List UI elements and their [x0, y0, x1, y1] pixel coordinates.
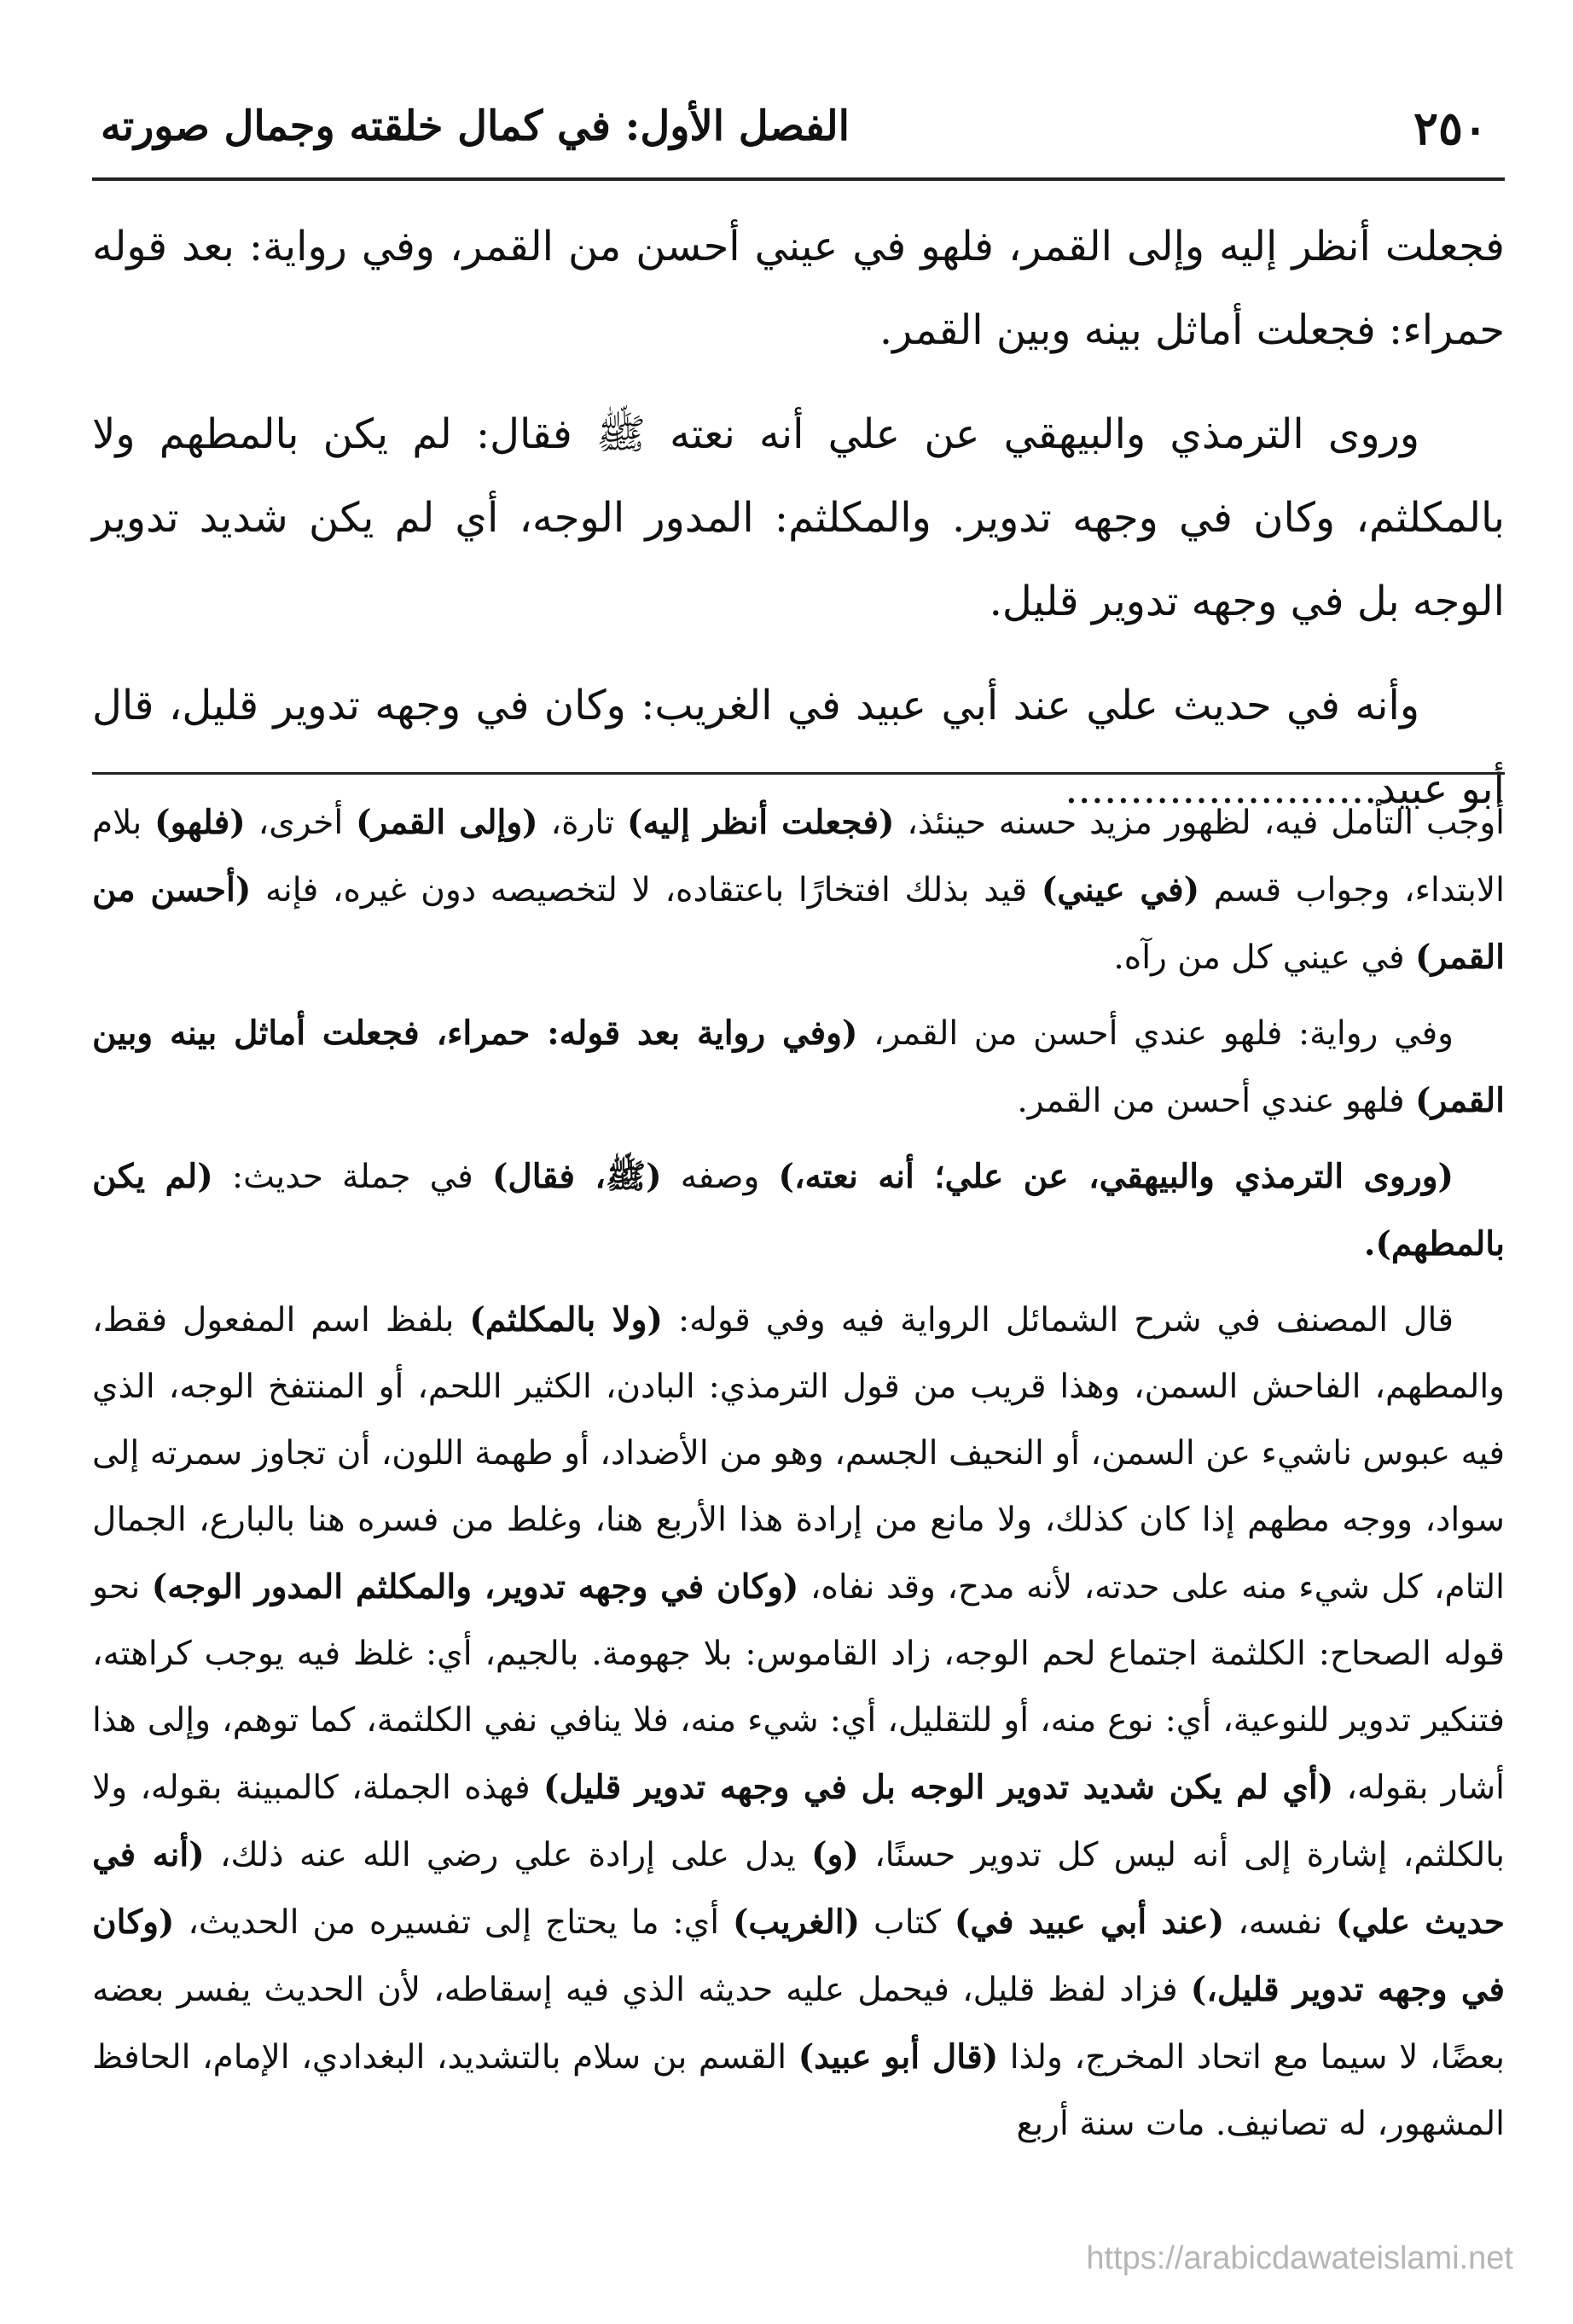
source-watermark: https://arabicdawateislami.net	[1086, 2240, 1513, 2276]
main-paragraph-3: وأنه في حديث علي عند أبي عبيد في الغريب: وكان في وجهه تدوير قليل، قال أبو عبيد........................	[92, 682, 1505, 813]
quoted-phrase: (وكان في وجهه تدوير قليل،)	[92, 1903, 1505, 2009]
page-header	[92, 94, 1505, 179]
commentary-text: نحو قوله الصحاح: الكلثمة اجتماع لحم الوجه، زاد القاموس: بلا جهومة. بالجيم، أي: غلظ فيه يوجب كراهته، فتنكير تدوير للنوعية، أي: نوع منه، أو للتقليل، أي: شيء منه، فلا ينافي نفي الكلثمة، كما توهم، وإلى هذا أشار بقوله،	[92, 1568, 1505, 1807]
quoted-phrase: (عند أبي عبيد في)	[954, 1903, 1225, 1942]
commentary-text: وصفه	[661, 1158, 779, 1196]
header-rule	[92, 177, 1505, 181]
quoted-phrase: (فلهو)	[154, 803, 246, 842]
quoted-phrase: (وكان في وجهه تدوير، والمكلثم المدور الوجه)	[151, 1567, 799, 1606]
quoted-phrase: (وإلى القمر)	[356, 803, 538, 842]
main-paragraph-2: وروى الترمذي والبيهقي عن علي أنه نعته ﷺ فقال: لم يكن بالمطهم ولا بالمكلثم، وكان في وجهه تدوير. والمكلثم: المدور الوجه، أي لم يكن شديد تدوير الوجه بل في وجهه تدوير قليل.	[92, 410, 1505, 625]
commentary-text: في عيني كل من رآه.	[1113, 938, 1416, 977]
commentary-text: أخرى،	[245, 804, 357, 842]
quoted-phrase: (أي لم يكن شديد تدوير الوجه بل في وجهه تدوير قليل)	[543, 1768, 1334, 1807]
quoted-phrase: (وروى الترمذي والبيهقي، عن علي؛ أنه نعته،)	[778, 1157, 1454, 1196]
commentary-text: في جملة حديث:	[212, 1158, 492, 1196]
commentary-paragraph-2	[92, 1000, 1505, 1135]
running-title: الفصل الأول: في كمال خلقته وجمال صورته	[101, 102, 850, 150]
quoted-phrase: (لم يكن بالمطهم).	[92, 1157, 1505, 1264]
commentary-text: تارة،	[537, 804, 627, 842]
quoted-phrase: (و)	[811, 1835, 859, 1874]
commentary-text: نفسه،	[1224, 1903, 1336, 1942]
quoted-phrase: (وفي رواية بعد قوله: حمراء، فجعلت أماثل بينه وبين القمر)	[92, 1014, 1505, 1120]
commentary-text: كتاب	[860, 1903, 955, 1942]
text-commentary-divider	[92, 772, 1505, 775]
commentary-paragraph-1	[92, 789, 1505, 991]
commentary-paragraph-3	[92, 1143, 1505, 1278]
commentary-text: قال المصنف في شرح الشمائل الرواية فيه وفي قوله:	[662, 1301, 1454, 1339]
commentary-text: فزاد لفظ قليل، فيحمل عليه حديثه الذي فيه إسقاطه، لأن الحديث يفسر بعضه بعضًا، لا سيما مع اتحاد المخرج، ولذا	[92, 1971, 1505, 2077]
commentary-text: أوجب التأمل فيه، لظهور مزيد حسنه حينئذ،	[894, 804, 1506, 842]
commentary-text: فهذه الجملة، كالمبينة بقوله، ولا بالكلثم، إشارة إلى أنه ليس كل تدوير حسنًا،	[92, 1769, 1505, 1874]
quoted-phrase: (الغريب)	[732, 1903, 861, 1942]
commentary-text: قيد بذلك افتخارًا باعتقاده، لا لتخصيصه دون غيره، فإنه	[251, 871, 1042, 909]
commentary-text: فلهو عندي أحسن من القمر.	[1017, 1082, 1416, 1120]
quoted-phrase: (فجعلت أنظر إليه)	[627, 803, 895, 842]
commentary-text: أي: ما يحتاج إلى تفسيره من الحديث،	[174, 1903, 733, 1942]
commentary-text: يدل على إرادة علي رضي الله عنه ذلك،	[204, 1836, 812, 1874]
main-text	[92, 205, 1505, 851]
quoted-phrase: (قال أبو عبيد)	[798, 2037, 999, 2077]
commentary-text: وفي رواية: فلهو عندي أحسن من القمر،	[857, 1014, 1454, 1053]
commentary-text: بلفظ اسم المفعول فقط، والمطهم، الفاحش السمن، وهذا قريب من قول الترمذي: البادن، الكثير اللحم، أو المنتفخ الوجه، الذي فيه عبوس ناشيء عن السمن، أو النحيف الجسم، وهو من الأضداد، أو طهمة اللون، أن تجاوز سمرته إلى سواد، ووجه مطهم إذا كان كذلك، ولا مانع من إرادة هذا الأربع هنا، وغلط من فسره هنا بالبارع، الجمال التام، كل شيء منه على حدته، لأنه مدح، وقد نفاه،	[92, 1301, 1506, 1606]
quoted-phrase: (ولا بالمكلثم)	[469, 1300, 663, 1339]
quoted-phrase: (في عيني)	[1041, 870, 1200, 909]
quoted-phrase: (أحسن من القمر)	[92, 870, 1505, 977]
quoted-phrase: (ﷺ، فقال)	[491, 1157, 662, 1196]
commentary-text: بلام الابتداء، وجواب قسم	[92, 804, 1505, 909]
main-paragraph-1: فجعلت أنظر إليه وإلى القمر، فلهو في عيني أحسن من القمر، وفي رواية: بعد قوله حمراء: فجعلت أماثل بينه وبين القمر.	[92, 223, 1505, 354]
commentary-paragraph-4	[92, 1287, 1505, 2158]
quoted-phrase: (أنه في حديث علي)	[92, 1835, 1505, 1942]
commentary-text: القسم بن سلام بالتشديد، البغدادي، الإمام، الحافظ المشهور، له تصانيف. مات سنة أربع	[92, 2038, 1505, 2143]
commentary	[92, 789, 1505, 2166]
page-number: ٢٥٠	[1413, 101, 1488, 155]
